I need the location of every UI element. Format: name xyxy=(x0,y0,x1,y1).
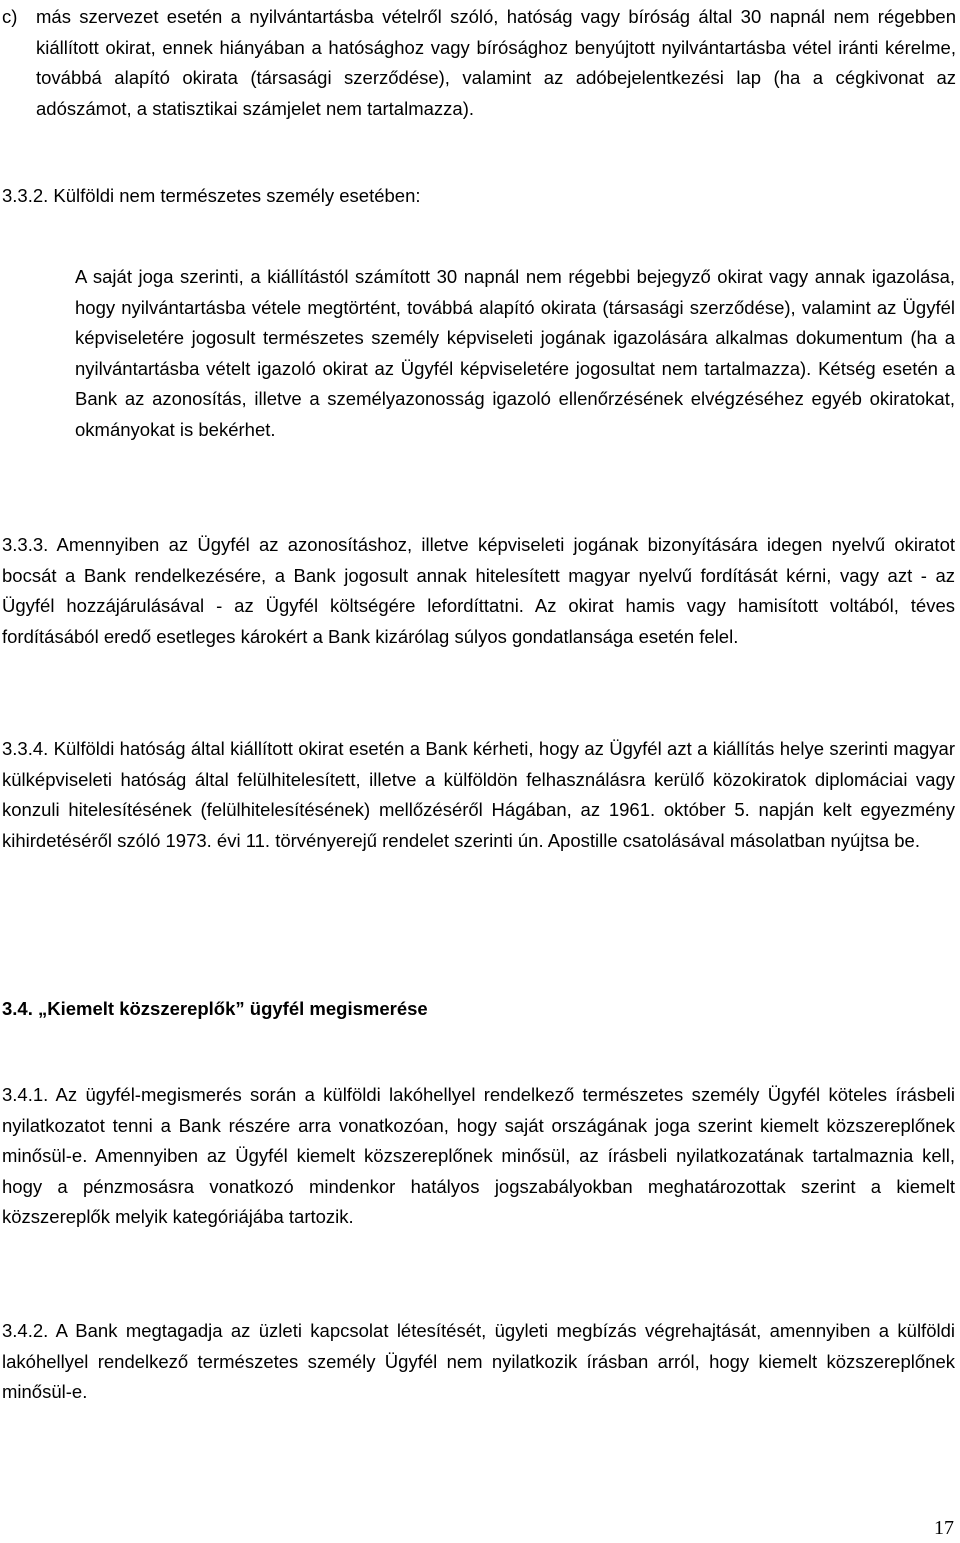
page-number: 17 xyxy=(934,1517,954,1539)
paragraph-3-4-1: 3.4.1. Az ügyfél-megismerés során a külföldi lakóhellyel rendelkező természetes személy Ügyfél köteles írásbeli nyilatkozatot tenni a Bank részére arra vonatkozóan, hogy saját országának joga szerint kiemelt közszereplőnek minősül-e. Amennyiben az Ügyfél kiemelt közszereplőnek minősül, az írásbeli nyilatkozatának tartalmaznia kell, hogy a pénzmosásra vonatkozó mindenkor hatályos jogszabályokban meghatározottak szerint a kiemelt közszereplők melyik kategóriájába tartozik. xyxy=(2,1084,955,1227)
list-item-c xyxy=(2,2,956,124)
paragraph-3-3-2: A saját joga szerinti, a kiállítástól számított 30 napnál nem régebbi bejegyző okirat vagy annak igazolása, hogy nyilvántartásba vétele megtörtént, továbbá alapító okirata (társasági szerződése), valamint az Ügyfél képviseletére jogosult természetes személy képviseleti jogának igazolására alkalmas dokumentum (ha a nyilvántartásba vételt igazoló okirat az Ügyfél képviseletére jogosultat nem tartalmazza). Kétség esetén a Bank az azonosítás, illetve a személyazonosság igazoló ellenőrzésének elvégzéséhez egyéb okiratokat, okmányokat is bekérhet. xyxy=(75,266,955,440)
section-heading-3-4: 3.4. „Kiemelt közszereplők” ügyfél megismerése xyxy=(2,998,428,1019)
list-item-label: c) xyxy=(2,6,18,27)
paragraph-3-3-3: 3.3.3. Amennyiben az Ügyfél az azonosításhoz, illetve képviseleti jogának bizonyítására idegen nyelvű okiratot bocsát a Bank rendelkezésére, a Bank jogosult annak hitelesített magyar nyelvű fordítását kérni, vagy azt - az Ügyfél hozzájárulásával - az Ügyfél költségére lefordíttatni. Az okirat hamis vagy hamisított voltából, téves fordításából eredő esetleges károkért a Bank kizárólag súlyos gondatlansága esetén felel. xyxy=(2,534,955,647)
paragraph-3-3-4: 3.3.4. Külföldi hatóság által kiállított okirat esetén a Bank kérheti, hogy az Ügyfél azt a kiállítás helye szerinti magyar külképviseleti hatóság által felülhitelesített, illetve a külföldön felhasználásra kerülő közokiratok diplomáciai vagy konzuli hitelesítésének (felülhitelesítésének) mellőzéséről Hágában, az 1961. október 5. napján kelt egyezmény kihirdetéséről szóló 1973. évi 11. törvényerejű rendelet szerinti ún. Apostille csatolásával másolatban nyújtsa be. xyxy=(2,738,955,851)
paragraph-3-4-2: 3.4.2. A Bank megtagadja az üzleti kapcsolat létesítését, ügyleti megbízás végrehajtását, amennyiben a külföldi lakóhellyel rendelkező természetes személy Ügyfél nem nyilatkozik írásban arról, hogy kiemelt közszereplőnek minősül-e. xyxy=(2,1320,955,1402)
section-heading-3-3-2: 3.3.2. Külföldi nem természetes személy esetében: xyxy=(2,185,421,206)
list-item-text: más szervezet esetén a nyilvántartásba vételről szóló, hatóság vagy bíróság által 30 napnál nem régebben kiállított okirat, ennek hiányában a hatósághoz vagy bírósághoz benyújtott nyilvántartásba vétel iránti kérelme, továbbá alapító okirata (társasági szerződése), valamint az adóbejelentkezési lap (ha a cégkivonat az adószámot, a statisztikai számjelet nem tartalmazza). xyxy=(36,6,956,119)
